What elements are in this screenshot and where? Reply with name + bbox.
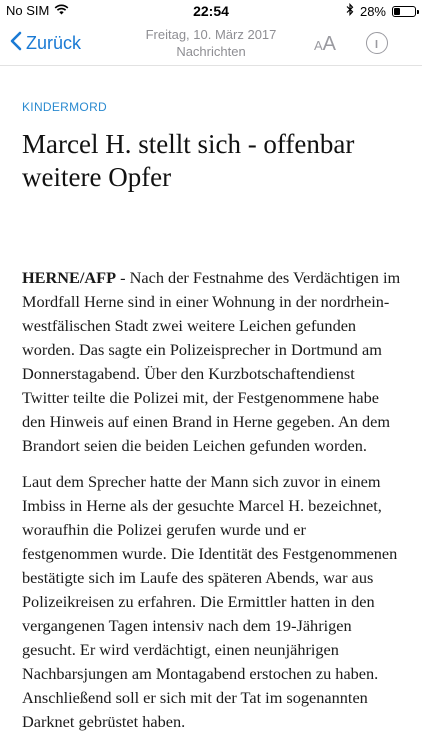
battery-level-fill [394,8,400,15]
font-size-small-icon: A [314,38,323,53]
article-body [22,266,402,746]
carrier-label: No SIM [6,3,50,18]
article-headline: Marcel H. stellt sich - offenbar weitere Opfer [22,129,355,192]
font-size-large-icon: A [322,33,337,55]
article-kicker: KINDERMORD [22,100,108,114]
navigation-bar [0,22,422,66]
article-paragraph [22,266,402,458]
issue-date: Freitag, 10. März 2017 [145,27,277,42]
status-time: 22:54 [193,3,229,19]
battery-percent: 28% [359,3,386,19]
back-label: Zurück [26,33,82,53]
article-dateline: HERNE/AFP [22,268,117,287]
font-size-button[interactable] [314,33,336,56]
status-right [346,3,416,19]
paragraph-text: - Nach der Festnahme des Verdächtigen im Mordfall Herne sind in einer Wohnung in der nordrhein-westfälischen Stadt zwei weitere Leichen gefunden worden. Das sagte ein Polizeisprecher in Dortmund am Donnerstagabend. Über den Kurzbotschaftendienst Twitter teilte die Polizei mit, der Festgenommene habe den Hinweis auf einen Brand in Herne gegeben. An dem Brandort seien die beiden Leichen gefunden worden. [22,268,401,455]
article-paragraph: Laut dem Sprecher hatte der Mann sich zuvor in einem Imbiss in Herne als der gesuchte Marcel H. bezeichnet, woraufhin die Polizei gerufen wurde und er festgenommen wurde. Die Identität des Festgenommenen bestätigte sich im Laufe des späteren Abends, war aus Polizeikreisen zu erfahren. Die Ermittler hatten in den vergangenen Tagen intensiv nach dem 19-Jährigen gesucht. Er wird verdächtigt, einen neunjährigen Nachbarsjungen am Montagabend erstochen zu haben. Anschließend soll er sich mit der Tat im sogenannten Darknet gebrüstet haben. [22,472,398,731]
info-button[interactable] [366,32,388,54]
article-header [22,100,400,194]
bluetooth-icon [346,3,354,19]
section-title: Nachrichten [176,44,246,59]
nav-title [0,27,422,59]
status-bar [0,0,422,22]
battery-icon [392,6,416,17]
